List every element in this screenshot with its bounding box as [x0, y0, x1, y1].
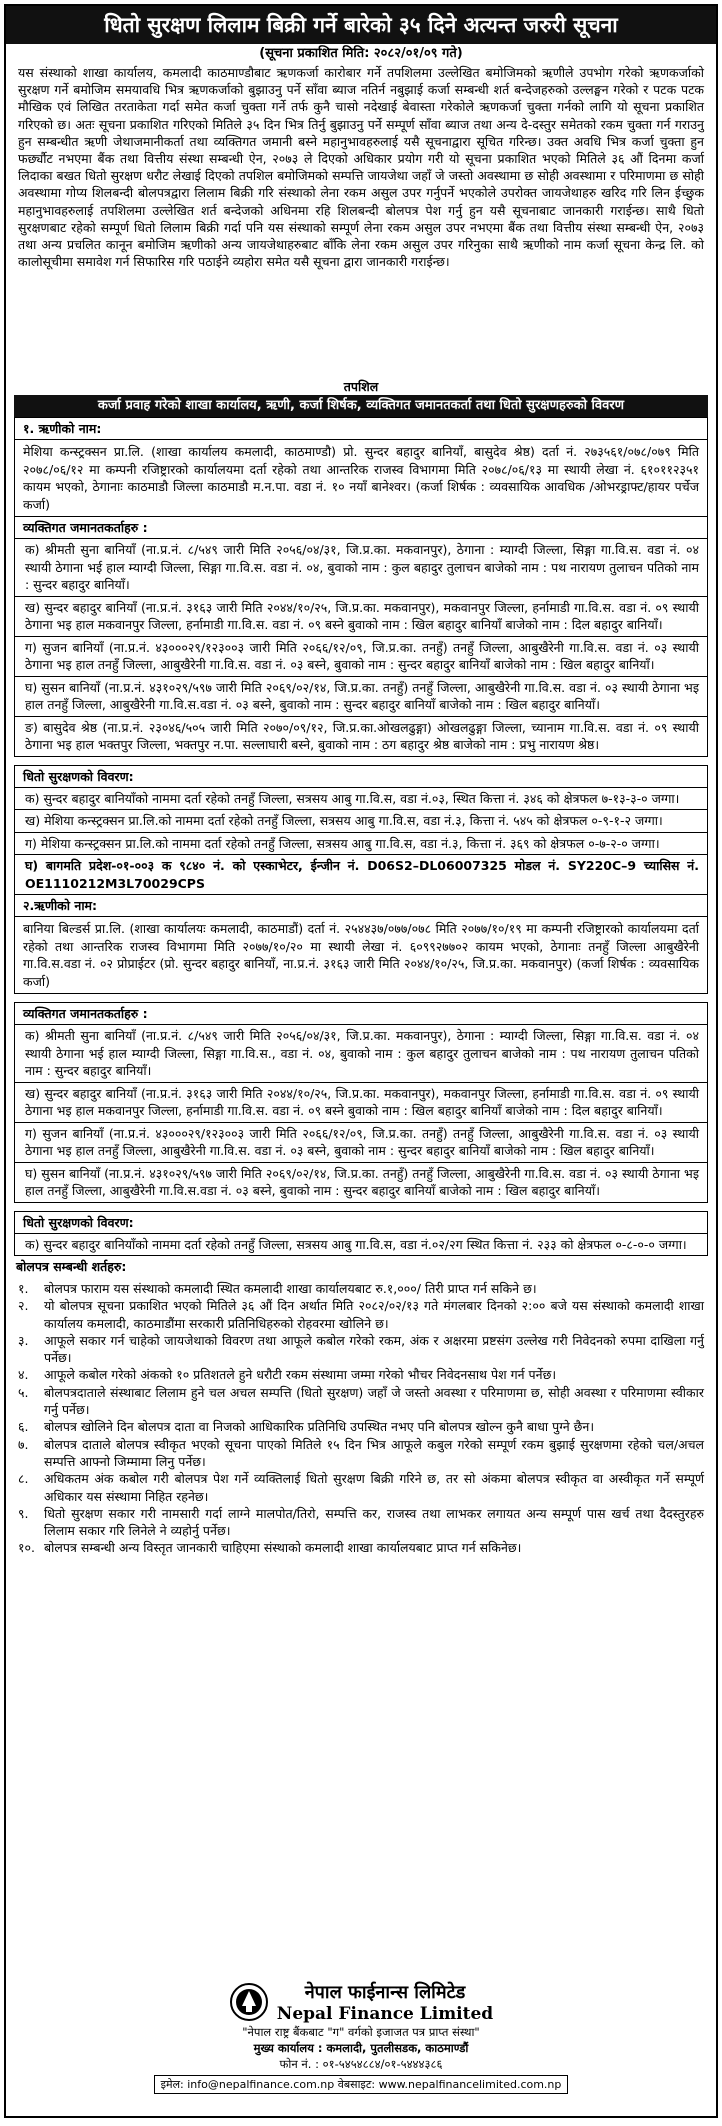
guarantor-item: ग) सुजन बानियाँ (ना.प्र.नं. ४३०००२९/१२३००३ जारी मिति २०६६/१२/०९, जि.प्र.का. तनहुँ) तनहुँ जिल्ला, आबुखैरेनी गा.वि.स. वडा नं. ०३ स्थायी ठेगाना भइ हाल तनहुँ जिल्ला, आबुखैरेनी गा.वि.स. वडा नं. ०३ बस्ने, बुवाको नाम : सुन्दर बहादुर बानियाँ बाजेको नाम : खिल बहादुर बानियाँ। — [15, 1123, 707, 1163]
term-item — [18, 1539, 704, 1556]
term-text: बोलपत्र फाराम यस संस्थाको कमलादी स्थित कमलादी शाखा कार्यालयबाट रु.१,०००/ तिरी प्राप्त गर्न सकिने छ। — [44, 1281, 537, 1296]
term-number: ८. — [18, 1471, 29, 1487]
collateral-item: ख) मेशिया कन्स्ट्रक्सन प्रा.लि.को नाममा दर्ता रहेको तनहुँ जिल्ला, सत्रसय आबु गा.वि.स, वडा नं.३, कित्ता नं. ५४५ को क्षेत्रफल ०-९-१-२ जग्गा। — [15, 810, 707, 833]
term-number: ३. — [18, 1332, 29, 1348]
collateral-heading: धितो सुरक्षणको विवरण: — [15, 1212, 707, 1234]
borrower-1-heading: १. ऋणीको नाम: — [15, 418, 707, 440]
guarantor-item: ख) सुन्दर बहादुर बानियाँ (ना.प्र.नं. ३१६३ जारी मिति २०४४/१०/२५, जि.प्र.का. मकवानपुर), मकवानपुर जिल्ला, हर्नामाडी गा.वि.स. वडा नं. ०९ स्थायी ठेगाना भइ हाल मकवानपुर जिल्ला, हर्नामाडी गा.वि.स. वडा नं. ०९ बस्ने बुवाको नाम : खिल बहादुर बानियाँ बाजेको नाम : दिल बहादुर बानियाँ। — [15, 597, 707, 637]
publish-date: (सूचना प्रकाशित मिति: २०८२/०१/०९ गते) — [259, 46, 463, 61]
term-number: २. — [18, 1298, 29, 1314]
guarantor-item: घ) सुसन बानियाँ (ना.प्र.नं. ४३१०२९/५९७ जारी मिति २०६९/०२/१४, जि.प्र.का. तनहुँ) तनहुँ जिल्ला, आबुखैरेनी गा.वि.स. वडा नं. ०३ स्थायी ठेगाना भइ हाल तनहुँ जिल्ला, आबुखैरेनी गा.वि.स.वडा नं. ०३ बस्ने, बुवाको नाम : सुन्दर बहादुर बानियाँ बाजेको नाम : खिल बहादुर बानियाँ। — [25, 1165, 699, 1198]
head-office: मुख्य कार्यालय : कमलादी, पुतलीसडक, काठमाण्डौं — [253, 2041, 469, 2055]
guarantors-heading: व्यक्तिगत जमानतकर्ताहरु : — [15, 517, 707, 539]
collateral-item: ग) मेशिया कन्स्ट्रक्सन प्रा.लि.को नाममा दर्ता रहेको तनहुँ जिल्ला, सत्रसय आबु गा.वि.स, वडा नं.३, कित्ता नं. ३६९ को क्षेत्रफल ०-७-२-० जग्गा। — [15, 833, 707, 856]
guarantor-item: क) श्रीमती सुना बानियाँ (ना.प्र.नं. ८/५४९ जारी मिति २०५६/०४/३१, जि.प्र.का. मकवानपुर), ठेगाना : म्याग्दी जिल्ला, सिङ्गा गा.वि.स. वडा नं. ०४ स्थायी ठेगाना भई हाल म्याग्दी जिल्ला, सिङ्गा गा.वि.स., वडा नं. ०४, बुवाको नाम : कुल बहादुर तुलाचन बाजेको नाम : पथ नारायण तुलाचन पतिको नाम : सुन्दर बहादुर बानियाँ। — [15, 1025, 707, 1083]
term-number: ५. — [18, 1384, 29, 1400]
notice-intro: यस संस्थाको शाखा कार्यालय, कमलादी काठमाण्डौबाट ऋणकर्जा कारोबार गर्ने तपशिलमा उल्लेखित बमोजिमको ऋणीले उपभोग गरेको ऋणकर्जाको सुरक्षण गर्ने बमोजिम समयावधि भित्र ऋणकर्जाको बुझाउनु पर्ने साँवा ब्याज नतिर्न नबुझाई कर्जा सम्बन्धी शर्त बन्देजहरुको उल्लङ्घन गरेको र पटक पटक मौखिक एवं लिखित तरताकेता गर्दा समेत कर्जा चुक्ता गर्ने तर्फ कुनै चासो नदेखाई बेवास्ता गरेकोले ऋणकर्जा चुक्ता गर्नको लागि यो सूचना प्रकाशित गरिएको छ। अतः सूचना प्रकाशित गरिएको मितिले ३५ दिन भित्र तिर्नु बुझाउनु पर्ने सम्पूर्ण साँवा ब्याज तथा अन्य दे-दस्तुर समेतको रकम चुक्ता गर्न गराउनु हुन सम्बन्धीत ऋणी जेथाजमानीकर्ता तथा व्यक्तिगत जमानी बस्ने महानुभावहरुलाई यसै सूचनाद्वारा सूचित गरिन्छ। उक्त अवधि भित्र कर्जा चुक्ता हुन फर्छ्यौट नभएमा बैंक तथा वित्तीय संस्था सम्बन्धी ऐन, २०७३ ले दिएको अधिकार प्रयोग गरी यो सूचना प्रकाशित भएको मितिले ३६ औं दिनमा कर्जा लिदाका बखत धितो सुरक्षण धरौट लेखाई दिएको तपशिल बमोजिमको सम्पत्ति जायजेथा जहाँ जे जस्तो अवस्थामा छ सोही अवस्थामा र परिमाणमा छ सोही अवस्थामा गोप्य शिलबन्दी बोलपत्रद्वारा लिलाम बिक्री गरि संस्थाको लेना रकम असुल उपर गर्नुपर्ने भएकोले उपरोक्त जायजेथाहरु खरिद गरि लिन ईच्छुक महानुभावहरुलाई तपशिलमा उल्लेखित शर्त बन्देजको अधिनमा रहि शिलबन्दी बोलपत्र पेश गर्नु हुन यसै सूचनाबाट जानकारी गराईन्छ। साथै धितो सुरक्षणबाट रहेको सम्पूर्ण धितो लिलाम बिक्री गर्दा पनि यस संस्थाको सम्पूर्ण लेना रकम असुल उपर नभएमा बैंक तथा वित्तीय संस्था सम्बन्धी ऐन, २०७३ तथा अन्य प्रचलित कानून बमोजिम ऋणीको अन्य जायजेथाहरुबाट बाँकि लेना रकम असुल उपर गरिनुका साथै ऋणीको नाम कर्जा सूचना केन्द्र लि. को कालोसूचीमा समावेश गर्न सिफारिस गरि पठाईने व्यहोरा समेत यसै सूचना द्वारा जानकारी गराईन्छ। — [18, 65, 704, 270]
guarantor-item: क) श्रीमती सुना बानियाँ (ना.प्र.नं. ८/५४९ जारी मिति २०५६/०४/३१, जि.प्र.का. मकवानपुर), ठेगाना : म्याग्दी जिल्ला, सिङ्गा गा.वि.स. वडा नं. ०४ स्थायी ठेगाना भई हाल म्याग्दी जिल्ला, सिङ्गा गा.वि.स. वडा नं. ०४, बुवाको नाम : कुल बहादुर तुलाचन बाजेको नाम : पथ नारायण तुलाचन पतिको नाम : सुन्दर बहादुर बानियाँ। — [15, 539, 707, 597]
guarantor-item: ख) सुन्दर बहादुर बानियाँ (ना.प्र.नं. ३१६३ जारी मिति २०४४/१०/२५, जि.प्र.का. मकवानपुर), मकवानपुर जिल्ला, हर्नामाडी गा.वि.स. वडा नं. ०९ स्थायी ठेगाना भइ हाल मकवानपुर जिल्ला, हर्नामाडी गा.वि.स. वडा नं. ०९ बस्ने बुवाको नाम : खिल बहादुर बानियाँ बाजेको नाम : दिल बहादुर बानियाँ। — [15, 1083, 707, 1123]
guarantor-item: ग) सुजन बानियाँ (ना.प्र.नं. ४३०००२९/१२३००३ जारी मिति २०६६/१२/०९, जि.प्र.का. तनहुँ) तनहुँ जिल्ला, आबुखैरेनी गा.वि.स. वडा नं. ०३ स्थायी ठेगाना भइ हाल तनहुँ जिल्ला, आबुखैरेनी गा.वि.स. वडा नं. ०३ बस्ने, बुवाको नाम : सुन्दर बहादुर बानियाँ बाजेको नाम : खिल बहादुर बानियाँ। — [15, 637, 707, 677]
borrower-2-guarantors-box — [14, 1002, 708, 1203]
term-item — [18, 1505, 704, 1540]
terms-heading: बोलपत्र सम्बन्धी शर्तहरु: — [16, 1259, 127, 1274]
collateral-item: क) सुन्दर बहादुर बानियाँको नाममा दर्ता रहेको तनहुँ जिल्ला, सत्रसय आबु गा.वि.स, वडा नं.०२/२ग स्थित कित्ता नं. २३३ को क्षेत्रफल ०-८-०-० जग्गा। — [25, 1236, 687, 1252]
contact-info: इमेल: info@nepalfinance.com.np वेबसाइट: www.nepalfinancelimited.com.np — [154, 2075, 569, 2094]
term-item — [18, 1384, 704, 1419]
term-number: १. — [18, 1281, 29, 1296]
collateral-heading: धितो सुरक्षणको विवरण: — [15, 766, 707, 788]
notice-title: धितो सुरक्षण लिलाम बिक्री गर्ने बारेको ३५ दिने अत्यन्त जरुरी सूचना — [6, 6, 716, 44]
guarantors-heading: व्यक्तिगत जमानतकर्ताहरु : — [15, 1003, 707, 1025]
term-text: बोलपत्र दाताले बोलपत्र स्वीकृत भएको सूचना पाएको मितिले १५ दिन भित्र आफूले कबुल गरेको सम्पूर्ण रकम बुझाई सुरक्षणमा रहेको चल/अचल सम्पत्ति आफ्नो जिम्मामा लिनु पर्नेछ। — [44, 1436, 704, 1469]
term-text: यो बोलपत्र सूचना प्रकाशित भएको मितिले ३६ औं दिन अर्थात मिति २०८२/०२/१३ गते मंगलबार दिनको २:०० बजे यस संस्थाको कमलादी शाखा कार्यालय कमलादी, काठमाडौंमा सरकारी प्रतिनिधिहरुको रोहवरमा खोलिने छ। — [44, 1298, 704, 1331]
term-item — [18, 1280, 704, 1297]
term-number: १०. — [18, 1540, 35, 1556]
company-name-english: Nepal Finance Limited — [276, 2004, 494, 2024]
term-text: अधिकतम अंक कबोल गरी बोलपत्र पेश गर्ने व्यक्तिलाई धितो सुरक्षण बिक्री गरिने छ, तर सो अंकमा बोलपत्र स्वीकृत वा अस्वीकृत गर्ने सम्पूर्ण अधिकार यस संस्थामा निहित रहनेछ। — [44, 1471, 704, 1504]
borrower-2-box — [14, 895, 708, 994]
company-footer — [6, 1974, 716, 2116]
borrower-2-collateral-box — [14, 1211, 708, 1257]
collateral-item: घ) बागमति प्रदेश-०१-००३ क ९८४० नं. को एस्काभेटर, ईन्जीन नं. D06S2–DL06007325 मोडल नं. SY220C–9 च्यासिस नं. OE1110212M3L70029CPS — [25, 858, 699, 891]
company-name-nepali: नेपाल फाईनान्स लिमिटेड — [304, 1982, 466, 2003]
term-item — [18, 1436, 704, 1471]
guarantor-item: घ) सुसन बानियाँ (ना.प्र.नं. ४३१०२९/५९७ जारी मिति २०६९/०२/१४, जि.प्र.का. तनहुँ) तनहुँ जिल्ला, आबुखैरेनी गा.वि.स. वडा नं. ०३ स्थायी ठेगाना भइ हाल तनहुँ जिल्ला, आबुखैरेनी गा.वि.स.वडा नं. ०३ बस्ने, बुवाको नाम : सुन्दर बहादुर बानियाँ बाजेको नाम : खिल बहादुर बानियाँ। — [15, 677, 707, 717]
borrower-1-collateral-box — [14, 765, 708, 896]
term-text: बोलपत्र खोलिने दिन बोलपत्र दाता वा निजको आधिकारिक प्रतिनिधि उपस्थित नभए पनि बोलपत्र खोल्न कुनै बाधा पुग्ने छैन। — [44, 1419, 595, 1435]
term-number: ७. — [18, 1436, 29, 1452]
notice-page — [4, 4, 718, 2118]
term-text: बोलपत्र सम्बन्धी अन्य विस्तृत जानकारी चाहिएमा संस्थाको कमलादी शाखा कार्यालयबाट प्राप्त गर्न सकिनेछ। — [44, 1540, 522, 1556]
term-text: आफूले कबोल गरेको अंकको १० प्रतिशतले हुने धरौटी रकम संस्थामा जम्मा गरेको भौचर निवेदनसाथ पेश गर्न पर्नेछ। — [44, 1367, 557, 1383]
term-text: धितो सुरक्षण सकार गरी नामसारी गर्दा लाग्ने मालपोत/तिरो, सम्पत्ति कर, राजस्व तथा लाभकर लगायत अन्य सम्पूर्ण पास खर्च तथा दैदस्तुरहरु लिलाम सकार गरि लिनेले ने व्यहोर्नु पर्नेछ। — [44, 1505, 704, 1539]
borrower-1-details: मेशिया कन्स्ट्रक्सन प्रा.लि. (शाखा कार्यालय कमलादी, काठमाण्डौ) प्रो. सुन्दर बहादुर बानियाँ, बासुदेव श्रेष्ठ) दर्ता नं. २७३५६१/०७८/०७९ मिति २०७८/०६/१२ मा कम्पनी रजिष्ट्रारको कार्यालयमा दर्ता रहेको तथा आन्तरिक राजस्व विभागमा मिति २०७८/०६/१३ मा स्थायी लेखा नं. ६१०११२३५१ कायम भएको, ठेगानाः काठमाडौ जिल्ला काठमाडौ म.न.पा. वडा नं. १० नयाँ बानेश्वर। (कर्जा शिर्षक : व्यवसायिक आवधिक /ओभरड्राफ्ट/हायर पर्चेज कर्जा) — [23, 444, 699, 512]
company-brand — [6, 1980, 716, 2024]
term-text: बोलपत्रदाताले संस्थाबाट लिलाम हुने चल अचल सम्पत्ति (धितो सुरक्षण) जहाँ जे जस्तो अवस्था र परिमाणमा छ, सोही अवस्था र परिमाणमा स्वीकार गर्नु पर्नेछ। — [44, 1384, 704, 1418]
term-number: ९. — [18, 1505, 29, 1521]
term-number: ४. — [18, 1367, 29, 1383]
company-logo-icon — [229, 1982, 269, 2022]
borrower-2-heading: २.ऋणीको नाम: — [15, 895, 707, 917]
term-text: आफूले सकार गर्न चाहेको जायजेथाको विवरण तथा आफूले कबोल गरेको रकम, अंक र अक्षरमा प्रष्टसंग उल्लेख गरी निवेदनको रुपमा दाखिला गर्नु पर्नेछ। — [44, 1332, 704, 1366]
tapsil-heading: तपशिल — [343, 379, 379, 394]
company-tagline: "नेपाल राष्ट्र बैंकबाट "ग" वर्गको इजाजत पत्र प्राप्त संस्था" — [242, 2025, 480, 2039]
terms-list — [6, 1280, 716, 1557]
table-heading: कर्जा प्रवाह गरेको शाखा कार्यालय, ऋणी, कर्जा शिर्षक, व्यक्तिगत जमानतकर्ता तथा धितो सुरक्षणहरुको विवरण — [14, 395, 708, 417]
term-item — [18, 1366, 704, 1383]
term-item — [18, 1418, 704, 1435]
borrower-2-details: बानिया बिल्डर्स प्रा.लि. (शाखा कार्यालयः कमलादी, काठमाडौं) दर्ता नं. २५४४३७/०७७/०७८ मिति २०७७/१०/१९ मा कम्पनी रजिष्ट्रारको कार्यालयमा दर्ता रहेको तथा आन्तरिक राजस्व विभागमा मिति २०७७/१०/२० मा स्थायी लेखा नं. ६०९९२७७०२ कायम भएको, ठेगानाः तनहुँ जिल्ला आबुखैरेनी गा.वि.स.वडा नं. ०२ प्रोप्राईटर (प्रो. सुन्दर बहादुर बानियाँ, ना.प्र.नं. ३१६३ जारी मिति २०४४/१०/२५, जि.प्र.का. मकवानपुर) (कर्जा शिर्षक : व्यवसायिक कर्जा) — [23, 921, 699, 989]
term-number: ६. — [18, 1419, 29, 1435]
phone-number: फोन नं. : ०१-५४५४८८४/०१-५४४४३८६ — [279, 2057, 443, 2071]
term-item — [18, 1297, 704, 1332]
term-item — [18, 1332, 704, 1367]
term-item — [18, 1470, 704, 1505]
guarantor-item: ङ) बासुदेव श्रेष्ठ (ना.प्र.नं. २३०४६/५०५ जारी मिति २०७०/०९/१२, जि.प्र.का.ओखलढुङ्गा) ओखलढुङ्गा जिल्ला, च्यानाम गा.वि.स. वडा नं. ०९ स्थायी ठेगाना भइ हाल भक्तपुर जिल्ला, भक्तपुर न.पा. सल्लाघारी बस्ने, बुवाको नाम : ठग बहादुर श्रेष्ठ बाजेको नाम : प्रभु नारायण श्रेष्ठ। — [25, 719, 699, 752]
borrower-1-box — [14, 417, 708, 517]
borrower-1-guarantors-box — [14, 517, 708, 757]
collateral-item: क) सुन्दर बहादुर बानियाँको नाममा दर्ता रहेको तनहुँ जिल्ला, सत्रसय आबु गा.वि.स, वडा नं.०३, स्थित कित्ता नं. ३४६ को क्षेत्रफल ७-१३-३-० जग्गा। — [15, 788, 707, 811]
